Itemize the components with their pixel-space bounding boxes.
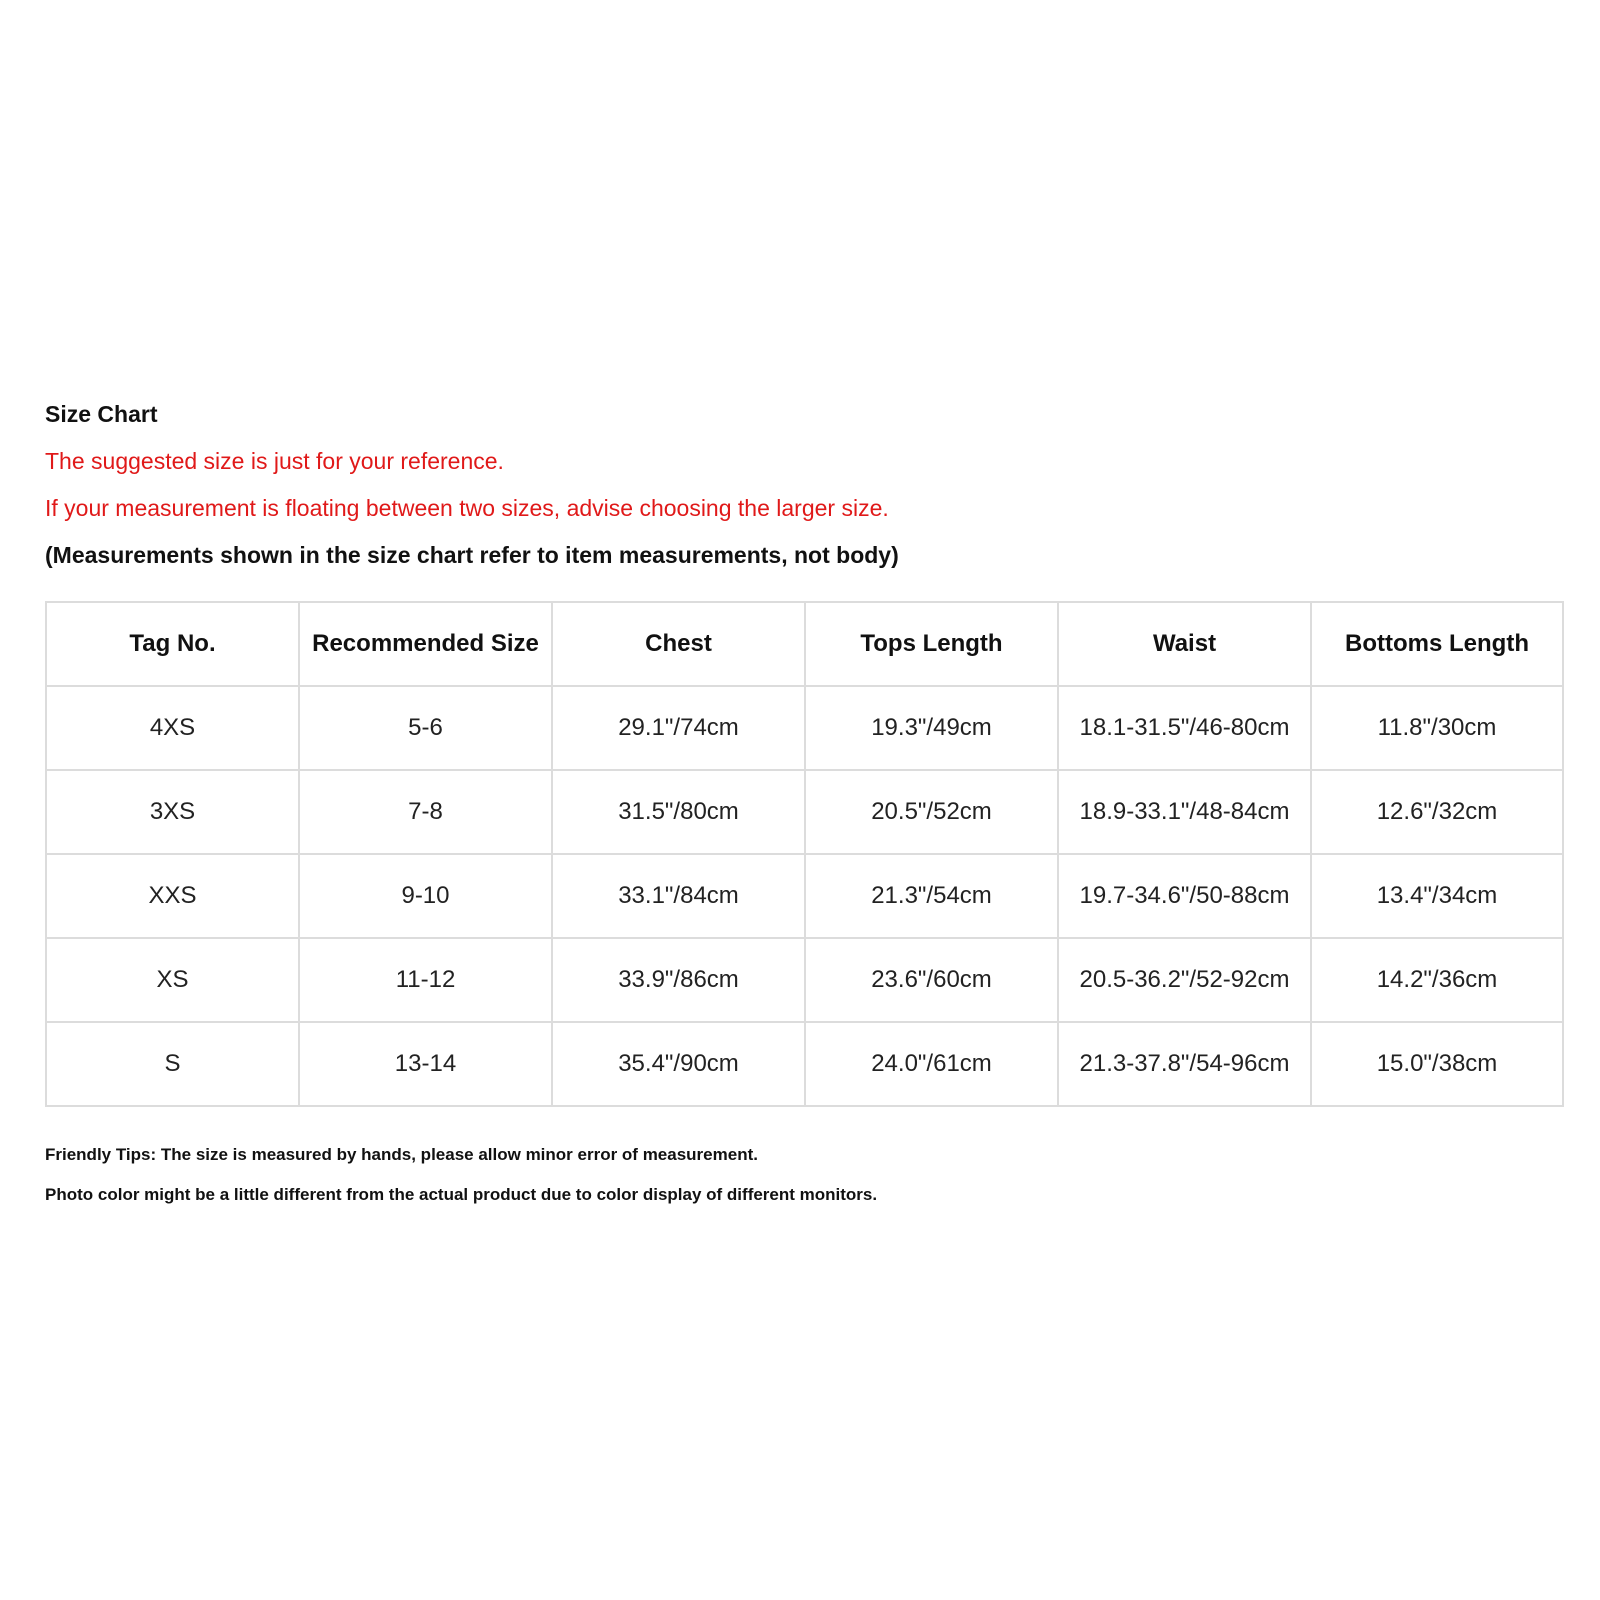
cell-bottoms-length: 13.4"/34cm (1311, 854, 1563, 938)
measurement-disclaimer: (Measurements shown in the size chart refer to item measurements, not body) (45, 542, 899, 568)
larger-size-advice: If your measurement is floating between two sizes, advise choosing the larger size. (45, 495, 889, 521)
cell-waist: 19.7-34.6"/50-88cm (1058, 854, 1311, 938)
cell-waist: 18.9-33.1"/48-84cm (1058, 770, 1311, 854)
cell-bottoms-length: 15.0"/38cm (1311, 1022, 1563, 1106)
table-row (46, 938, 1563, 1022)
size-chart-section (45, 400, 1562, 1204)
friendly-tips (45, 1145, 877, 1205)
cell-recommended-size: 11-12 (299, 938, 552, 1022)
table-row (46, 770, 1563, 854)
cell-recommended-size: 9-10 (299, 854, 552, 938)
reference-note: The suggested size is just for your reference. (45, 448, 504, 474)
measurement-tip: Friendly Tips: The size is measured by hands, please allow minor error of measurement. (45, 1145, 758, 1164)
cell-chest: 31.5"/80cm (552, 770, 805, 854)
cell-recommended-size: 13-14 (299, 1022, 552, 1106)
column-header-waist: Waist (1058, 602, 1311, 686)
cell-bottoms-length: 11.8"/30cm (1311, 686, 1563, 770)
cell-tag-no: XXS (46, 854, 299, 938)
cell-tops-length: 20.5"/52cm (805, 770, 1058, 854)
column-header-recommended-size: Recommended Size (299, 602, 552, 686)
size-table (45, 601, 1564, 1107)
column-header-bottoms-length: Bottoms Length (1311, 602, 1563, 686)
cell-tag-no: 4XS (46, 686, 299, 770)
column-header-tops-length: Tops Length (805, 602, 1058, 686)
cell-waist: 18.1-31.5"/46-80cm (1058, 686, 1311, 770)
cell-chest: 33.1"/84cm (552, 854, 805, 938)
cell-recommended-size: 7-8 (299, 770, 552, 854)
size-chart-title: Size Chart (45, 401, 158, 427)
cell-bottoms-length: 14.2"/36cm (1311, 938, 1563, 1022)
cell-waist: 21.3-37.8"/54-96cm (1058, 1022, 1311, 1106)
cell-bottoms-length: 12.6"/32cm (1311, 770, 1563, 854)
color-tip: Photo color might be a little different from the actual product due to color display of different monitors. (45, 1185, 878, 1204)
table-header-row (46, 602, 1563, 686)
table-row (46, 1022, 1563, 1106)
cell-chest: 29.1"/74cm (552, 686, 805, 770)
cell-tag-no: 3XS (46, 770, 299, 854)
column-header-tag-no: Tag No. (46, 602, 299, 686)
column-header-chest: Chest (552, 602, 805, 686)
cell-waist: 20.5-36.2"/52-92cm (1058, 938, 1311, 1022)
cell-recommended-size: 5-6 (299, 686, 552, 770)
table-row (46, 854, 1563, 938)
table-row (46, 686, 1563, 770)
cell-chest: 33.9"/86cm (552, 938, 805, 1022)
cell-tops-length: 24.0"/61cm (805, 1022, 1058, 1106)
cell-tops-length: 21.3"/54cm (805, 854, 1058, 938)
cell-tops-length: 19.3"/49cm (805, 686, 1058, 770)
cell-chest: 35.4"/90cm (552, 1022, 805, 1106)
cell-tops-length: 23.6"/60cm (805, 938, 1058, 1022)
cell-tag-no: XS (46, 938, 299, 1022)
cell-tag-no: S (46, 1022, 299, 1106)
